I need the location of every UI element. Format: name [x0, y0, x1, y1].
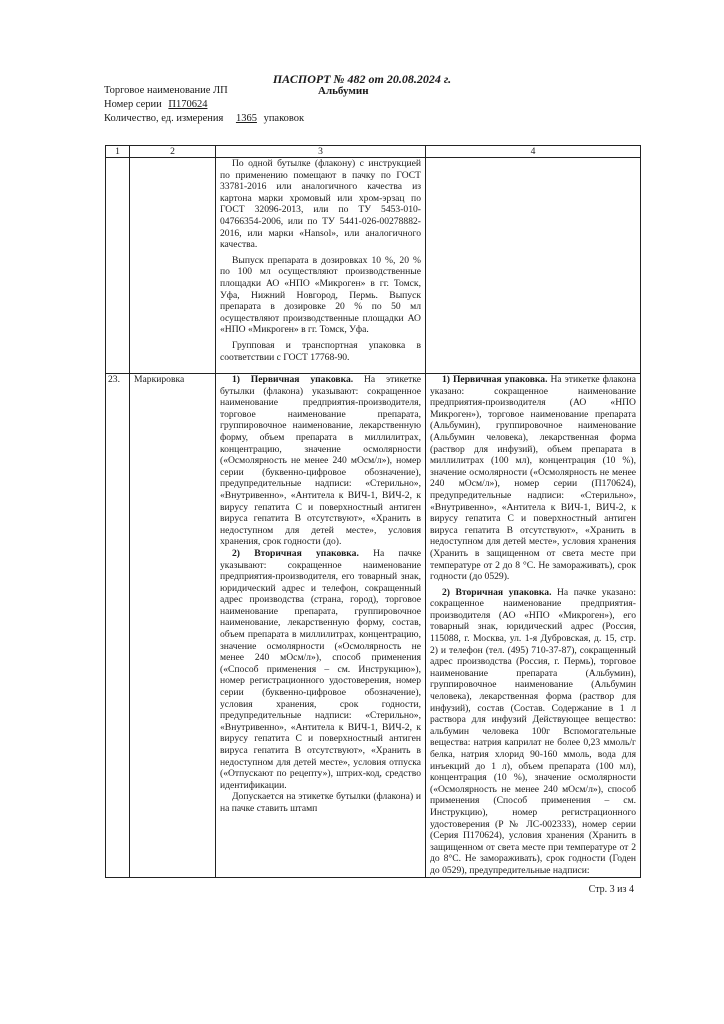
- row-name: Маркировка: [130, 374, 216, 878]
- quantity-label: Количество, ед. измерения: [104, 113, 224, 124]
- marking-requirements-cell: [216, 374, 426, 878]
- product-name: Альбумин: [318, 85, 369, 97]
- table-row-continuation: [106, 158, 641, 374]
- passport-table: [105, 145, 641, 878]
- quantity-line: [104, 113, 304, 124]
- production-paragraph: Выпуск препарата в дозировках 10 %, 20 % по 100 мл осуществляют производственные площадки АО «НПО «Микроген» в гг. Томск, Уфа, Нижний Новгород, Пермь. Выпуск препарата в дозировке 20 % по 50 мл осуществляют производственные площадки АО «НПО «Микроген» в гг. Томск, Уфа.: [220, 254, 421, 336]
- page-number: Стр. 3 из 4: [588, 884, 634, 895]
- primary-package-actual: 1) Первичная упаковка. На этикетке флакона указано: сокращенное наименование предприятия-производителя (АО «НПО Микроген»), торговое наименование препарата (Альбумин), группировочное наименование (Альбумин человека), лекарственная форма (раствор для инфузий), объем препарата в миллилитрах (100 мл), концентрация (10 %), значение осмолярности («Осмолярность не менее 240 мОсм/л»), номер серии (П170624), предупредительные надписи: «Стерильно», «Внутривенно», «Антитела к ВИЧ-1, ВИЧ-2, к вирусу гепатита С и поверхностный антиген вируса гепатита В отсутствуют», «Хранить в недоступном для детей месте», условия хранения (Хранить в защищенном от света месте при температуре от 2 до 8 °С. Не замораживать), срок годности (до 0529).: [430, 374, 636, 583]
- column-header: 4: [426, 146, 641, 158]
- trade-name-label: Торговое наименование ЛП: [104, 85, 228, 96]
- packaging-paragraph: По одной бутылке (флакону) с инструкцией по применению помещают в пачку по ГОСТ 33781-2016 или аналогичного качества из картона марки хромовый или хром-эрзац по ГОСТ 32096-2013, или по ТУ 5453-010-04766354-2006, или по ТУ 5441-026-00278882-2016, или марки «Hansol», или аналогичного качества.: [220, 158, 421, 251]
- series-label: Номер серии: [104, 99, 162, 110]
- packaging-cell: [216, 158, 426, 374]
- table-header-row: [106, 146, 641, 158]
- quantity-value: 1365: [235, 113, 257, 124]
- table-row-marking: [106, 374, 641, 878]
- series-value: П170624: [168, 99, 208, 110]
- quantity-unit: упаковок: [263, 113, 305, 124]
- secondary-package-requirements: 2) Вторичная упаковка. На пачке указывают: сокращенное наименование предприятия-производителя, его товарный знак, юридический адрес и телефон, сокращенный адрес производства (страна, город), торговое наименование препарата, группировочное наименование, лекарственную форму, состав, объем препарата в миллилитрах, концентрацию, значение осмолярности («Осмолярность не менее 240 мОсм/л»), способ применения («Способ применения – см. Инструкцию»), номер регистрационного удостоверения, номер серии (буквенно-цифровое обозначение), условия хранения, срок годности, предупредительные надписи: «Стерильно», «Внутривенно», «Антитела к ВИЧ-1, ВИЧ-2, к вирусу гепатита С и поверхностный антиген вируса гепатита В отсутствуют», «Хранить в недоступном для детей месте», условия отпуска («Отпускают по рецепту»), штрих-код, средство идентификации.: [220, 547, 422, 791]
- column-header: 1: [106, 146, 130, 158]
- column-header: 2: [130, 146, 216, 158]
- secondary-package-heading: 2) Вторичная упаковка.: [232, 547, 359, 559]
- marking-actual-cell: [426, 374, 641, 878]
- stamp-note: Допускается на этикетке бутылки (флакона) и на пачке ставить штамп: [220, 791, 421, 814]
- primary-package-heading: 1) Первичная упаковка.: [232, 374, 354, 385]
- group-packaging-paragraph: Групповая и транспортная упаковка в соответствии с ГОСТ 17768-90.: [220, 339, 421, 363]
- passport-title: ПАСПОРТ № 482 от 20.08.2024 г.: [272, 72, 452, 86]
- primary-package-requirements: 1) Первичная упаковка. На этикетке бутылки (флакона) указывают: сокращенное наименование предприятия-производителя, торговое наименование препарата, группировочное наименование, лекарственную форму, объем препарата в миллилитрах, концентрацию, значение осмолярности («Осмолярность не менее 240 мОсм/л»), номер серии (буквенно-цифровое обозначение), предупредительные надписи: «Стерильно», «Внутривенно», «Антитела к ВИЧ-1, ВИЧ-2, к вирусу гепатита С и поверхностный антиген вируса гепатита В отсутствуют», «Хранить в недоступном для детей месте», условия хранения, срок годности (до).: [220, 374, 421, 548]
- column-header: 3: [216, 146, 426, 158]
- secondary-package-heading: 2) Вторичная упаковка.: [442, 586, 552, 598]
- row-number: 23.: [106, 374, 130, 878]
- secondary-package-actual: 2) Вторичная упаковка. На пачке указано: сокращенное наименование предприятия-производителя (АО «НПО «Микроген»), его товарный знак, юридический адрес (Россия, 115088, г. Москва, ул. 1-я Дубровская, д. 15, стр. 2) и телефон (тел. (495) 710-37-87), сокращенный адрес производства (Россия, г. Пермь), торговое наименование препарата (Альбумин), группировочное наименование (Альбумин человека), лекарственная форма (раствор для инфузий), состав (Состав. Содержание в 1 л раствора для инфузий Действующее вещество: альбумин человека 100г Вспомогательные вещества: натрия каприлат не более 0,23 ммоль/г белка, натрия хлорид 90-160 ммоль, вода для инъекций до 1 л), объем препарата (100 мл), концентрация (10 %), значение осмолярности («Осмолярность не менее 240 мОсм/л»), способ применения (Способ применения – см. Инструкцию), номер регистрационного удостоверения (Р № ЛС-002333), номер серии (Серия П170624), условия хранения (Хранить в защищенном от света месте при температуре от 2 до 8°С. Не замораживать), срок годности (Годен до 0529), предупредительные надписи:: [430, 586, 636, 876]
- series-line: [104, 99, 207, 110]
- primary-package-heading: 1) Первичная упаковка.: [442, 374, 548, 385]
